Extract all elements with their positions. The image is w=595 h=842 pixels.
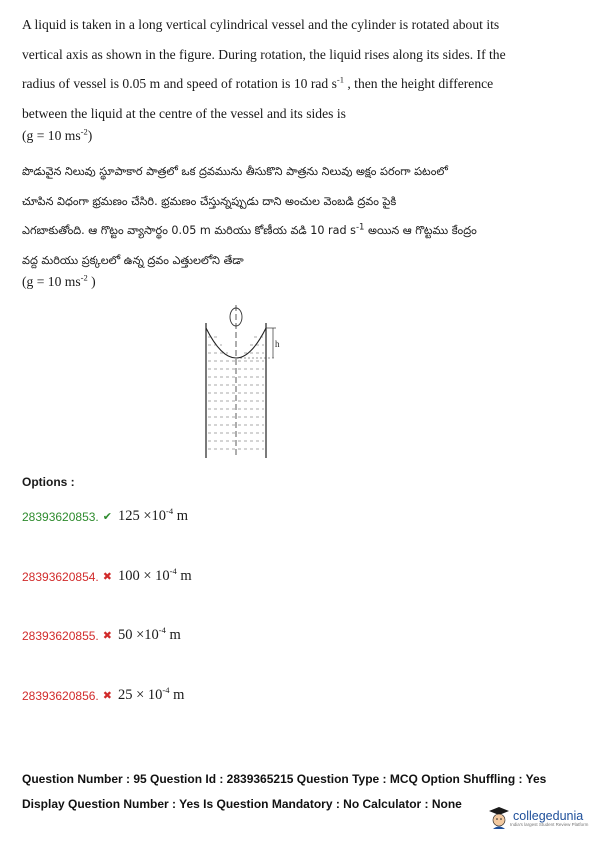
question-text-english (22, 10, 574, 128)
question-line: vertical axis as shown in the figure. During rotation, the liquid rises along its sides. If the (22, 46, 506, 62)
question-text-telugu (22, 157, 574, 275)
check-icon: ✔ (102, 511, 112, 523)
question-line: చూపిన విధంగా భ్రమణం చేసిరి. భ్రమణం చేస్తున్నప్పుడు దాని అంచుల వెంబడి ద్రవం పైకి (22, 194, 397, 208)
question-line: A liquid is taken in a long vertical cylindrical vessel and the cylinder is rotated about its (22, 17, 500, 32)
question-meta-line-1: Question Number : 95 Question Id : 2839365215 Question Type : MCQ Option Shuffling : Yes (22, 772, 547, 786)
cross-icon: ✖ (102, 630, 112, 642)
collegedunia-logo (488, 800, 593, 836)
rotating-cylinder-figure (196, 303, 286, 468)
option-id: 28393620854. (22, 569, 99, 584)
gravity-note-english: (g = 10 $ms^{-2}$) (22, 126, 93, 143)
question-line: radius of vessel is 0.05 m and speed of rotation is 10 rad $s^{-1}$ , then the height difference (22, 74, 494, 91)
gravity-note-telugu: (g = 10 $ms^{-2}$ ) (22, 272, 96, 289)
graduate-avatar-icon (488, 805, 510, 831)
option-2[interactable] (22, 568, 192, 585)
option-4[interactable] (22, 687, 184, 704)
question-line: ఎగబాకుతోంది. ఆ గొట్టం వ్యాసార్థం 0.05 m మరియు కోణీయ వడి 10 rad $s^{-1}$ అయిన ఆ గొట్టము కేంద్రం (22, 222, 477, 237)
question-line: between the liquid at the centre of the vessel and its sides is (22, 105, 346, 121)
logo-tagline: India's largest Student Review Platform (510, 821, 589, 827)
cross-icon: ✖ (102, 571, 112, 583)
option-id: 28393620855. (22, 628, 99, 643)
option-id: 28393620853. (22, 509, 99, 524)
height-label: h (275, 339, 280, 349)
option-id: 28393620856. (22, 688, 99, 703)
option-value: $25 \times 10^{-4}$ m (117, 685, 185, 703)
options-heading: Options : (22, 475, 75, 489)
option-value: $100 \times 10^{-4}$ m (117, 566, 192, 584)
question-meta-line-2: Display Question Number : Yes Is Question Mandatory : No Calculator : None (22, 797, 462, 811)
cross-icon: ✖ (102, 690, 112, 702)
logo-name: collegedunia (513, 808, 584, 823)
option-3[interactable] (22, 627, 181, 644)
option-value: $50 \times 10^{-4}$ m (117, 625, 181, 643)
question-line: పొడువైన నిలువు స్థూపాకార పాత్రలో ఒక ద్రవమును తీసుకొని పాత్రను నిలువు అక్షం పరంగా పటంలో (22, 165, 448, 178)
question-line: వద్ద మరియు ప్రక్కలలో ఉన్న ద్రవం ఎత్తులలోని తేడా (22, 253, 244, 267)
option-1[interactable] (22, 508, 188, 525)
option-value: $125 \times 10^{-4}$ m (117, 506, 189, 524)
